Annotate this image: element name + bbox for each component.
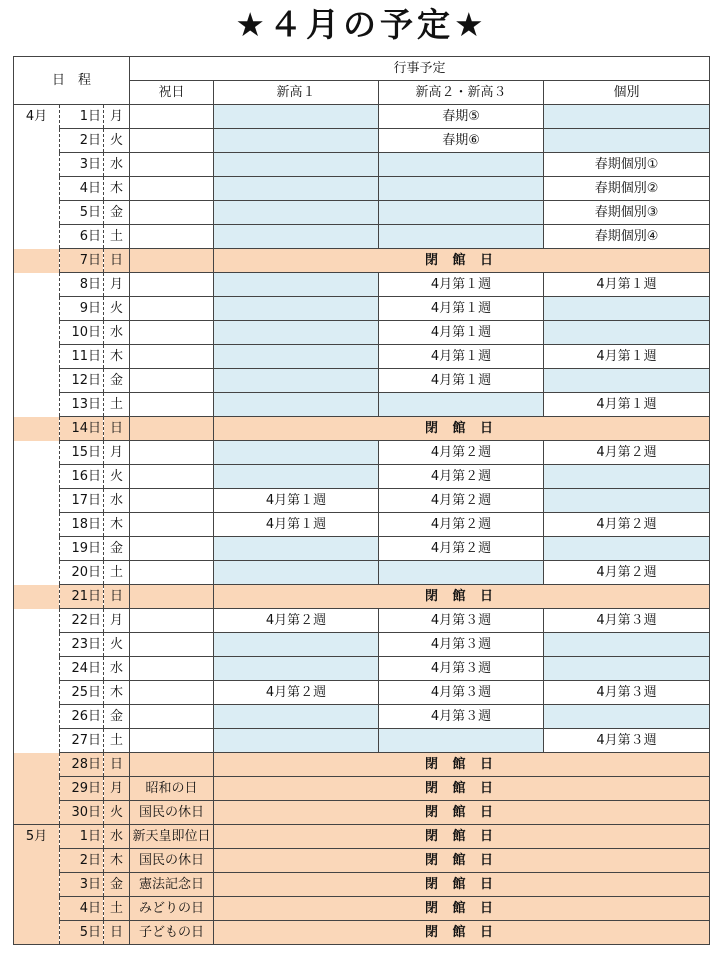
weekday-cell: 日 [104,249,130,273]
closed-day-label: 閉 館 日 [214,753,710,777]
shinko1-cell [214,441,379,465]
holiday-cell: 子どもの日 [130,921,214,945]
month-cell: 5月 [14,825,60,849]
schedule-row [14,201,710,225]
day-cell: 17日 [60,489,104,513]
month-cell [14,705,60,729]
day-cell: 5日 [60,201,104,225]
day-cell: 29日 [60,777,104,801]
shinko1-cell [214,201,379,225]
shinko23-cell: 4月第２週 [379,513,544,537]
schedule-row [14,897,710,921]
weekday-cell: 金 [104,537,130,561]
weekday-cell: 土 [104,561,130,585]
shinko23-cell: 4月第２週 [379,537,544,561]
schedule-row [14,609,710,633]
shinko1-cell: 4月第２週 [214,609,379,633]
shinko23-cell: 4月第１週 [379,297,544,321]
events-header: 行事予定 [130,57,710,81]
schedule-row [14,513,710,537]
month-cell [14,801,60,825]
kobetsu-cell [544,633,710,657]
holiday-cell [130,201,214,225]
schedule-row [14,729,710,753]
kobetsu-cell: 4月第１週 [544,273,710,297]
month-cell [14,729,60,753]
shinko1-cell: 4月第１週 [214,489,379,513]
shinko1-cell [214,177,379,201]
day-cell: 26日 [60,705,104,729]
holiday-cell [130,513,214,537]
shinko23-cell: 4月第３週 [379,681,544,705]
shinko23-cell: 4月第２週 [379,441,544,465]
shinko1-cell [214,705,379,729]
kobetsu-cell [544,465,710,489]
schedule-row [14,225,710,249]
day-cell: 10日 [60,321,104,345]
schedule-row [14,681,710,705]
kobetsu-cell [544,537,710,561]
holiday-cell [130,465,214,489]
month-cell [14,777,60,801]
day-cell: 13日 [60,393,104,417]
day-cell: 23日 [60,633,104,657]
page-title: ★４月の予定★ [235,5,488,44]
kobetsu-header: 個別 [544,81,710,105]
shinko23-cell [379,561,544,585]
schedule-row [14,705,710,729]
schedule-row [14,153,710,177]
shinko1-cell [214,273,379,297]
closed-day-label: 閉 館 日 [214,921,710,945]
kobetsu-cell: 春期個別③ [544,201,710,225]
day-cell: 20日 [60,561,104,585]
schedule-row [14,537,710,561]
kobetsu-cell: 4月第１週 [544,345,710,369]
shinko1-cell [214,153,379,177]
holiday-cell [130,345,214,369]
kobetsu-cell: 春期個別② [544,177,710,201]
month-cell [14,609,60,633]
holiday-cell [130,585,214,609]
shinko1-cell [214,561,379,585]
shinko23-cell [379,393,544,417]
day-cell: 8日 [60,273,104,297]
closed-day-label: 閉 館 日 [214,417,710,441]
month-cell [14,153,60,177]
schedule-row [14,633,710,657]
month-cell [14,585,60,609]
month-cell [14,249,60,273]
day-cell: 16日 [60,465,104,489]
weekday-cell: 月 [104,273,130,297]
holiday-cell [130,609,214,633]
holiday-cell: みどりの日 [130,897,214,921]
weekday-cell: 火 [104,465,130,489]
weekday-cell: 火 [104,801,130,825]
shinko23-cell: 4月第３週 [379,705,544,729]
kobetsu-cell: 4月第３週 [544,609,710,633]
kobetsu-cell: 4月第２週 [544,441,710,465]
weekday-cell: 月 [104,777,130,801]
shinko1-cell [214,369,379,393]
schedule-table [13,56,710,945]
weekday-cell: 日 [104,753,130,777]
day-cell: 21日 [60,585,104,609]
month-cell: 4月 [14,105,60,129]
holiday-header: 祝日 [130,81,214,105]
month-cell [14,849,60,873]
holiday-cell [130,249,214,273]
weekday-cell: 水 [104,321,130,345]
schedule-row [14,825,710,849]
kobetsu-cell: 4月第３週 [544,729,710,753]
shinko23-cell [379,153,544,177]
month-cell [14,321,60,345]
shinko23-cell: 4月第３週 [379,609,544,633]
weekday-cell: 月 [104,609,130,633]
holiday-cell [130,393,214,417]
shinko1-cell [214,393,379,417]
shinko1-cell [214,297,379,321]
holiday-cell [130,729,214,753]
holiday-cell: 国民の休日 [130,801,214,825]
shinko23-cell [379,225,544,249]
schedule-row [14,105,710,129]
schedule-row [14,177,710,201]
closed-day-label: 閉 館 日 [214,897,710,921]
holiday-cell [130,561,214,585]
kobetsu-cell [544,657,710,681]
holiday-cell [130,105,214,129]
weekday-cell: 金 [104,873,130,897]
month-cell [14,513,60,537]
day-cell: 28日 [60,753,104,777]
kobetsu-cell [544,489,710,513]
month-cell [14,273,60,297]
schedule-row [14,489,710,513]
day-cell: 12日 [60,369,104,393]
weekday-cell: 土 [104,393,130,417]
kobetsu-cell [544,705,710,729]
holiday-cell [130,633,214,657]
day-cell: 1日 [60,825,104,849]
shinko1-cell [214,321,379,345]
kobetsu-cell: 春期個別① [544,153,710,177]
weekday-cell: 木 [104,681,130,705]
month-cell [14,465,60,489]
schedule-row [14,561,710,585]
weekday-cell: 土 [104,729,130,753]
shinko23-cell: 4月第２週 [379,465,544,489]
holiday-cell [130,489,214,513]
day-cell: 9日 [60,297,104,321]
weekday-cell: 月 [104,441,130,465]
shinko23-cell: 4月第２週 [379,489,544,513]
weekday-cell: 水 [104,825,130,849]
day-cell: 2日 [60,849,104,873]
holiday-cell [130,681,214,705]
weekday-cell: 日 [104,585,130,609]
day-cell: 1日 [60,105,104,129]
weekday-cell: 木 [104,513,130,537]
shinko23-header: 新高２・新高３ [379,81,544,105]
schedule-row [14,657,710,681]
schedule-row [14,297,710,321]
schedule-row [14,465,710,489]
schedule-row [14,585,710,609]
shinko1-cell [214,225,379,249]
shinko23-cell: 4月第１週 [379,321,544,345]
holiday-cell [130,705,214,729]
month-cell [14,897,60,921]
weekday-cell: 金 [104,369,130,393]
month-cell [14,873,60,897]
holiday-cell [130,537,214,561]
weekday-cell: 木 [104,849,130,873]
schedule-row [14,753,710,777]
weekday-cell: 土 [104,225,130,249]
schedule-row [14,873,710,897]
day-cell: 3日 [60,873,104,897]
closed-day-label: 閉 館 日 [214,825,710,849]
day-cell: 15日 [60,441,104,465]
kobetsu-cell [544,321,710,345]
holiday-cell: 国民の休日 [130,849,214,873]
day-cell: 19日 [60,537,104,561]
holiday-cell: 憲法記念日 [130,873,214,897]
day-cell: 5日 [60,921,104,945]
month-cell [14,633,60,657]
month-cell [14,297,60,321]
closed-day-label: 閉 館 日 [214,585,710,609]
day-cell: 3日 [60,153,104,177]
weekday-cell: 日 [104,417,130,441]
shinko1-cell [214,633,379,657]
weekday-cell: 火 [104,129,130,153]
schedule-row [14,321,710,345]
holiday-cell [130,129,214,153]
shinko23-cell [379,177,544,201]
holiday-cell [130,753,214,777]
weekday-cell: 金 [104,201,130,225]
day-cell: 24日 [60,657,104,681]
kobetsu-cell [544,369,710,393]
weekday-cell: 火 [104,297,130,321]
day-cell: 14日 [60,417,104,441]
shinko23-cell: 4月第１週 [379,345,544,369]
shinko23-cell: 4月第３週 [379,633,544,657]
holiday-cell [130,441,214,465]
holiday-cell [130,657,214,681]
month-cell [14,657,60,681]
shinko23-cell [379,201,544,225]
schedule-header: 日 程 [14,57,130,105]
schedule-row [14,393,710,417]
weekday-cell: 木 [104,177,130,201]
shinko23-cell: 4月第１週 [379,273,544,297]
day-cell: 6日 [60,225,104,249]
shinko23-cell: 4月第１週 [379,369,544,393]
shinko23-cell: 春期⑥ [379,129,544,153]
month-cell [14,345,60,369]
schedule-row [14,441,710,465]
closed-day-label: 閉 館 日 [214,873,710,897]
shinko23-cell [379,729,544,753]
weekday-cell: 水 [104,153,130,177]
schedule-row [14,921,710,945]
kobetsu-cell: 春期個別④ [544,225,710,249]
day-cell: 7日 [60,249,104,273]
month-cell [14,393,60,417]
month-cell [14,753,60,777]
schedule-row [14,417,710,441]
month-cell [14,369,60,393]
month-cell [14,561,60,585]
schedule-row [14,369,710,393]
day-cell: 18日 [60,513,104,537]
shinko1-cell: 4月第２週 [214,681,379,705]
holiday-cell [130,225,214,249]
shinko1-cell [214,465,379,489]
schedule-row [14,345,710,369]
holiday-cell: 新天皇即位日 [130,825,214,849]
shinko1-cell [214,729,379,753]
day-cell: 22日 [60,609,104,633]
shinko1-cell [214,105,379,129]
month-cell [14,201,60,225]
day-cell: 4日 [60,897,104,921]
month-cell [14,489,60,513]
shinko1-cell [214,657,379,681]
month-cell [14,417,60,441]
schedule-row [14,801,710,825]
holiday-cell [130,153,214,177]
weekday-cell: 火 [104,633,130,657]
day-cell: 11日 [60,345,104,369]
kobetsu-cell: 4月第２週 [544,561,710,585]
kobetsu-cell [544,105,710,129]
shinko1-cell [214,537,379,561]
kobetsu-cell: 4月第３週 [544,681,710,705]
schedule-row [14,849,710,873]
day-cell: 30日 [60,801,104,825]
shinko1-header: 新高１ [214,81,379,105]
shinko1-cell: 4月第１週 [214,513,379,537]
month-cell [14,681,60,705]
holiday-cell: 昭和の日 [130,777,214,801]
shinko23-cell: 4月第３週 [379,657,544,681]
shinko23-cell: 春期⑤ [379,105,544,129]
schedule-row [14,249,710,273]
holiday-cell [130,177,214,201]
holiday-cell [130,273,214,297]
kobetsu-cell [544,129,710,153]
holiday-cell [130,297,214,321]
month-cell [14,441,60,465]
holiday-cell [130,369,214,393]
weekday-cell: 土 [104,897,130,921]
closed-day-label: 閉 館 日 [214,777,710,801]
kobetsu-cell [544,297,710,321]
day-cell: 27日 [60,729,104,753]
closed-day-label: 閉 館 日 [214,849,710,873]
weekday-cell: 水 [104,489,130,513]
month-cell [14,225,60,249]
schedule-row [14,129,710,153]
weekday-cell: 日 [104,921,130,945]
weekday-cell: 金 [104,705,130,729]
kobetsu-cell: 4月第２週 [544,513,710,537]
month-cell [14,129,60,153]
kobetsu-cell: 4月第１週 [544,393,710,417]
holiday-cell [130,321,214,345]
closed-day-label: 閉 館 日 [214,249,710,273]
month-cell [14,921,60,945]
closed-day-label: 閉 館 日 [214,801,710,825]
shinko1-cell [214,345,379,369]
schedule-row [14,777,710,801]
month-cell [14,537,60,561]
day-cell: 25日 [60,681,104,705]
weekday-cell: 月 [104,105,130,129]
weekday-cell: 木 [104,345,130,369]
weekday-cell: 水 [104,657,130,681]
shinko1-cell [214,129,379,153]
month-cell [14,177,60,201]
day-cell: 4日 [60,177,104,201]
day-cell: 2日 [60,129,104,153]
holiday-cell [130,417,214,441]
schedule-row [14,273,710,297]
